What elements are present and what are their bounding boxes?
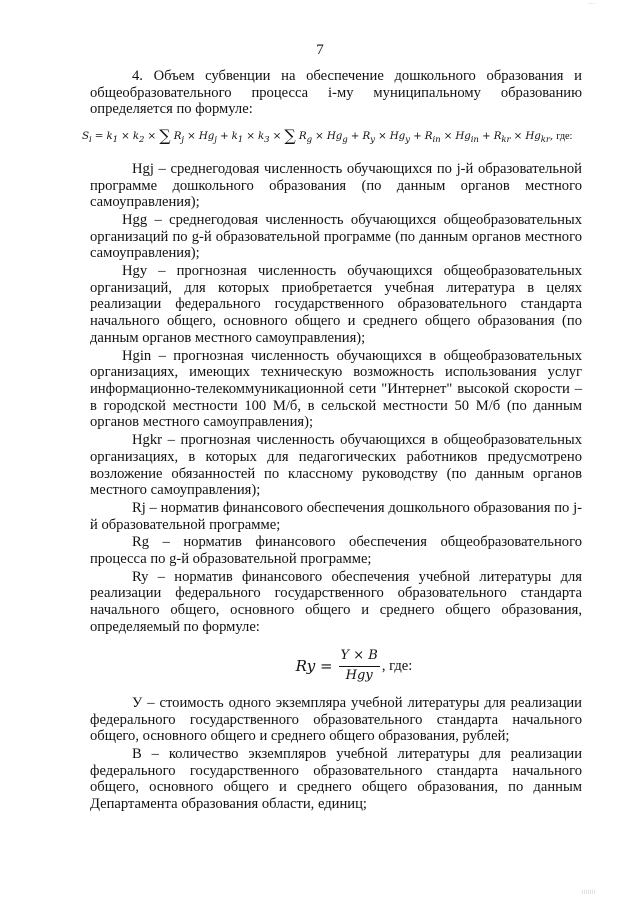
page-number: 7 (316, 42, 324, 58)
ry-numerator: Y × B (339, 648, 380, 668)
formula-expression: $S_i = k_1 \times k_2$ × ∑ $R_j \times Hg_j + k_1 \times k_3$ × ∑ $R_g \times Hg_g + R_y \times Hg_y + R_{in} \times Hg_{in} + R_{kr} \times Hg_{kr}$, (82, 126, 554, 146)
definition-hgj: Hgj – среднегодовая численность обучающихся по j-й образовательной программе дошкольного образования (по данным органов местного самоуправления); (90, 160, 582, 211)
intro-paragraph: 4. Объем субвенции на обеспечение дошкольного образования и общеобразовательного процесса i-му муниципальному образованию определяется по формуле: (90, 68, 582, 118)
definition-rj: Rj – норматив финансового обеспечения дошкольного образования по j-й образовательной программе; (90, 499, 582, 533)
definition-hgy: Hgy – прогнозная численность обучающихся общеобразовательных организаций, для которых приобретается учебная литература в целях реализации федерального государственного образовательного стандарта начального общего, основного общего и среднего общего образования (по данным органов местного самоуправления); (90, 263, 582, 346)
sum-symbol: ∑ (159, 126, 171, 146)
scan-mark-bottom: ||||||| (581, 890, 596, 895)
document-body (82, 68, 582, 814)
formula-tail: где: (556, 131, 573, 143)
ry-denominator: Hgy (345, 668, 373, 684)
ry-formula-tail: , где: (381, 657, 413, 674)
ry-formula (126, 648, 582, 685)
definition-ry: Ry – норматив финансового обеспечения учебной литературы для реализации федерального государственного образовательного стандарта начального общего, основного общего и среднего общего образования, определяемый по формуле: (90, 568, 582, 635)
scan-mark-top: ····· (587, 2, 596, 7)
definition-hgkr: Hgkr – прогнозная численность обучающихся в общеобразовательных организациях, в которых для педагогических работников предусмотрено возложение обязанностей по классному руководству (по данным органов местного самоуправления); (90, 432, 582, 499)
ry-fraction (339, 648, 380, 685)
definition-hgg: Hgg – среднегодовая численность обучающихся общеобразовательных организаций по g-й образовательной программе (по данным органов местного самоуправления); (90, 211, 582, 262)
definition-y: У – стоимость одного экземпляра учебной литературы для реализации федерального государственного образовательного стандарта начального общего, основного общего и среднего общего образования, рублей; (90, 694, 582, 745)
definition-rg: Rg – норматив финансового обеспечения общеобразовательного процесса по g-й образовательной программе; (90, 534, 582, 568)
sum-symbol: ∑ (284, 126, 296, 146)
ry-formula-lhs: Ry = (295, 656, 333, 675)
subvention-formula (82, 128, 582, 149)
definition-hgin: Hgin – прогнозная численность обучающихся в общеобразовательных организациях, имеющих техническую возможность использования услуг информационно-телекоммуникационной сети "Интернет" высокой скорости – в городской местности 100 М/б, в сельской местности 50 М/б (по данным органов местного самоуправления); (90, 347, 582, 431)
definition-b: В – количество экземпляров учебной литературы для реализации федерального государственного образовательного стандарта начального общего, основного общего и среднего общего образования, по данным Департамента образования области, единиц; (90, 746, 582, 813)
